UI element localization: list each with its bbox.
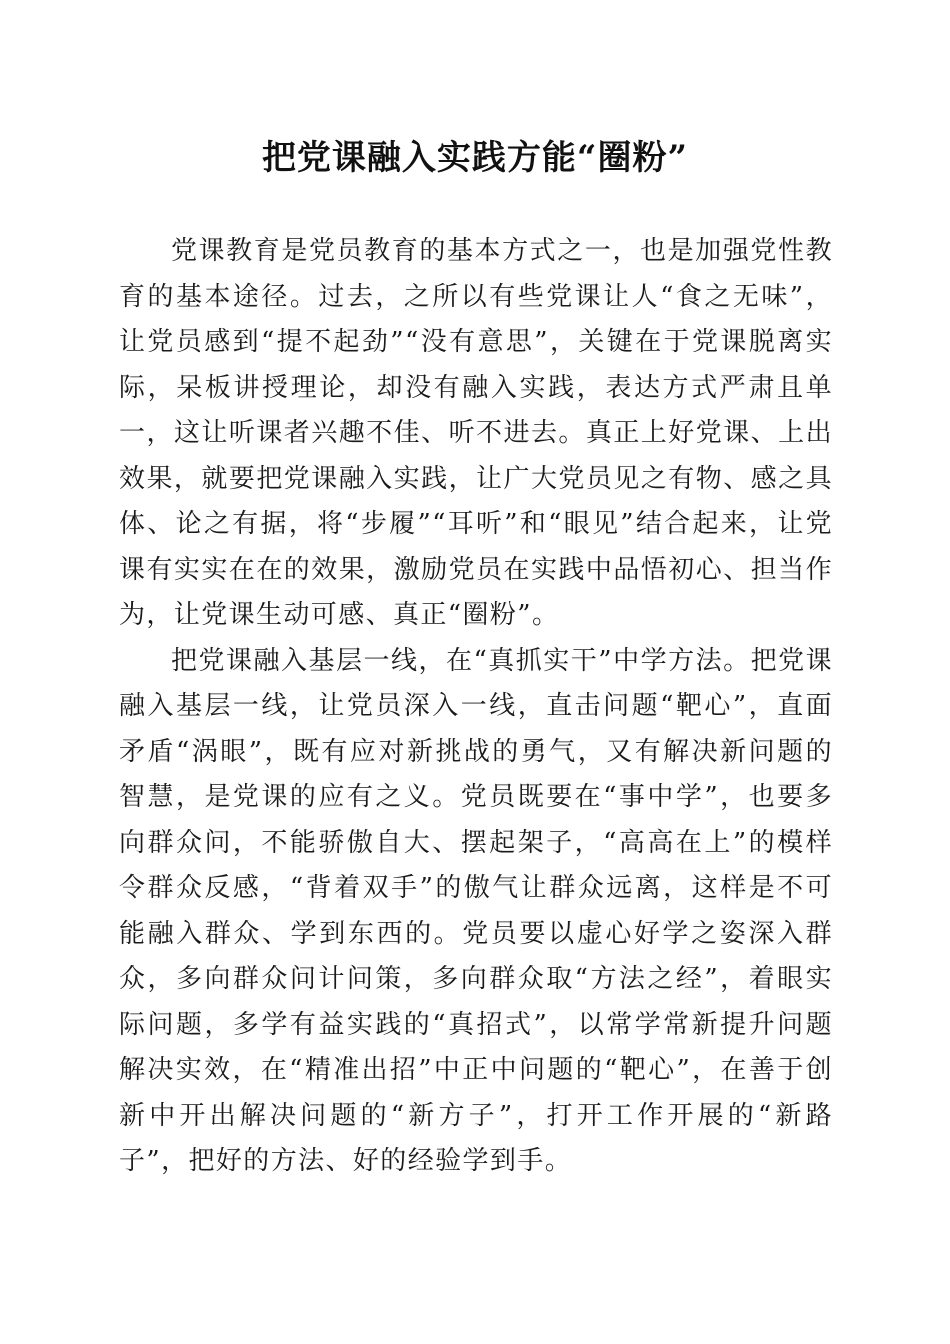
document-title: 把党课融入实践方能“圈粉” [261,138,689,178]
paragraph-1: 党课教育是党员教育的基本方式之一，也是加强党性教育的基本途径。过去，之所以有些党课让人“食之无味”，让党员感到“提不起劲”“没有意思”，关键在于党课脱离实际，呆板讲授理论，却没有融入实践，表达方式严肃且单一，这让听课者兴趣不佳、听不进去。真正上好党课、上出效果，就要把党课融入实践，让广大党员见之有物、感之具体、论之有据，将“步履”“耳听”和“眼见”结合起来，让党课有实实在在的效果，激励党员在实践中品悟初心、担当作为，让党课生动可感、真正“圈粉”。 [119,236,833,630]
document-body [119,229,833,1185]
paragraph-2: 把党课融入基层一线，在“真抓实干”中学方法。把党课融入基层一线，让党员深入一线，直击问题“靶心”，直面矛盾“涡眼”，既有应对新挑战的勇气，又有解决新问题的智慧，是党课的应有之义。党员既要在“事中学”，也要多向群众问，不能骄傲自大、摆起架子，“高高在上”的模样令群众反感，“背着双手”的傲气让群众远离，这样是不可能融入群众、学到东西的。党员要以虚心好学之姿深入群众，多向群众问计问策，多向群众取“方法之经”，着眼实际问题，多学有益实践的“真招式”，以常学常新提升问题解决实效，在“精准出招”中正中问题的“靶心”，在善于创新中开出解决问题的“新方子”，打开工作开展的“新路子”，把好的方法、好的经验学到手。 [119,645,833,1176]
